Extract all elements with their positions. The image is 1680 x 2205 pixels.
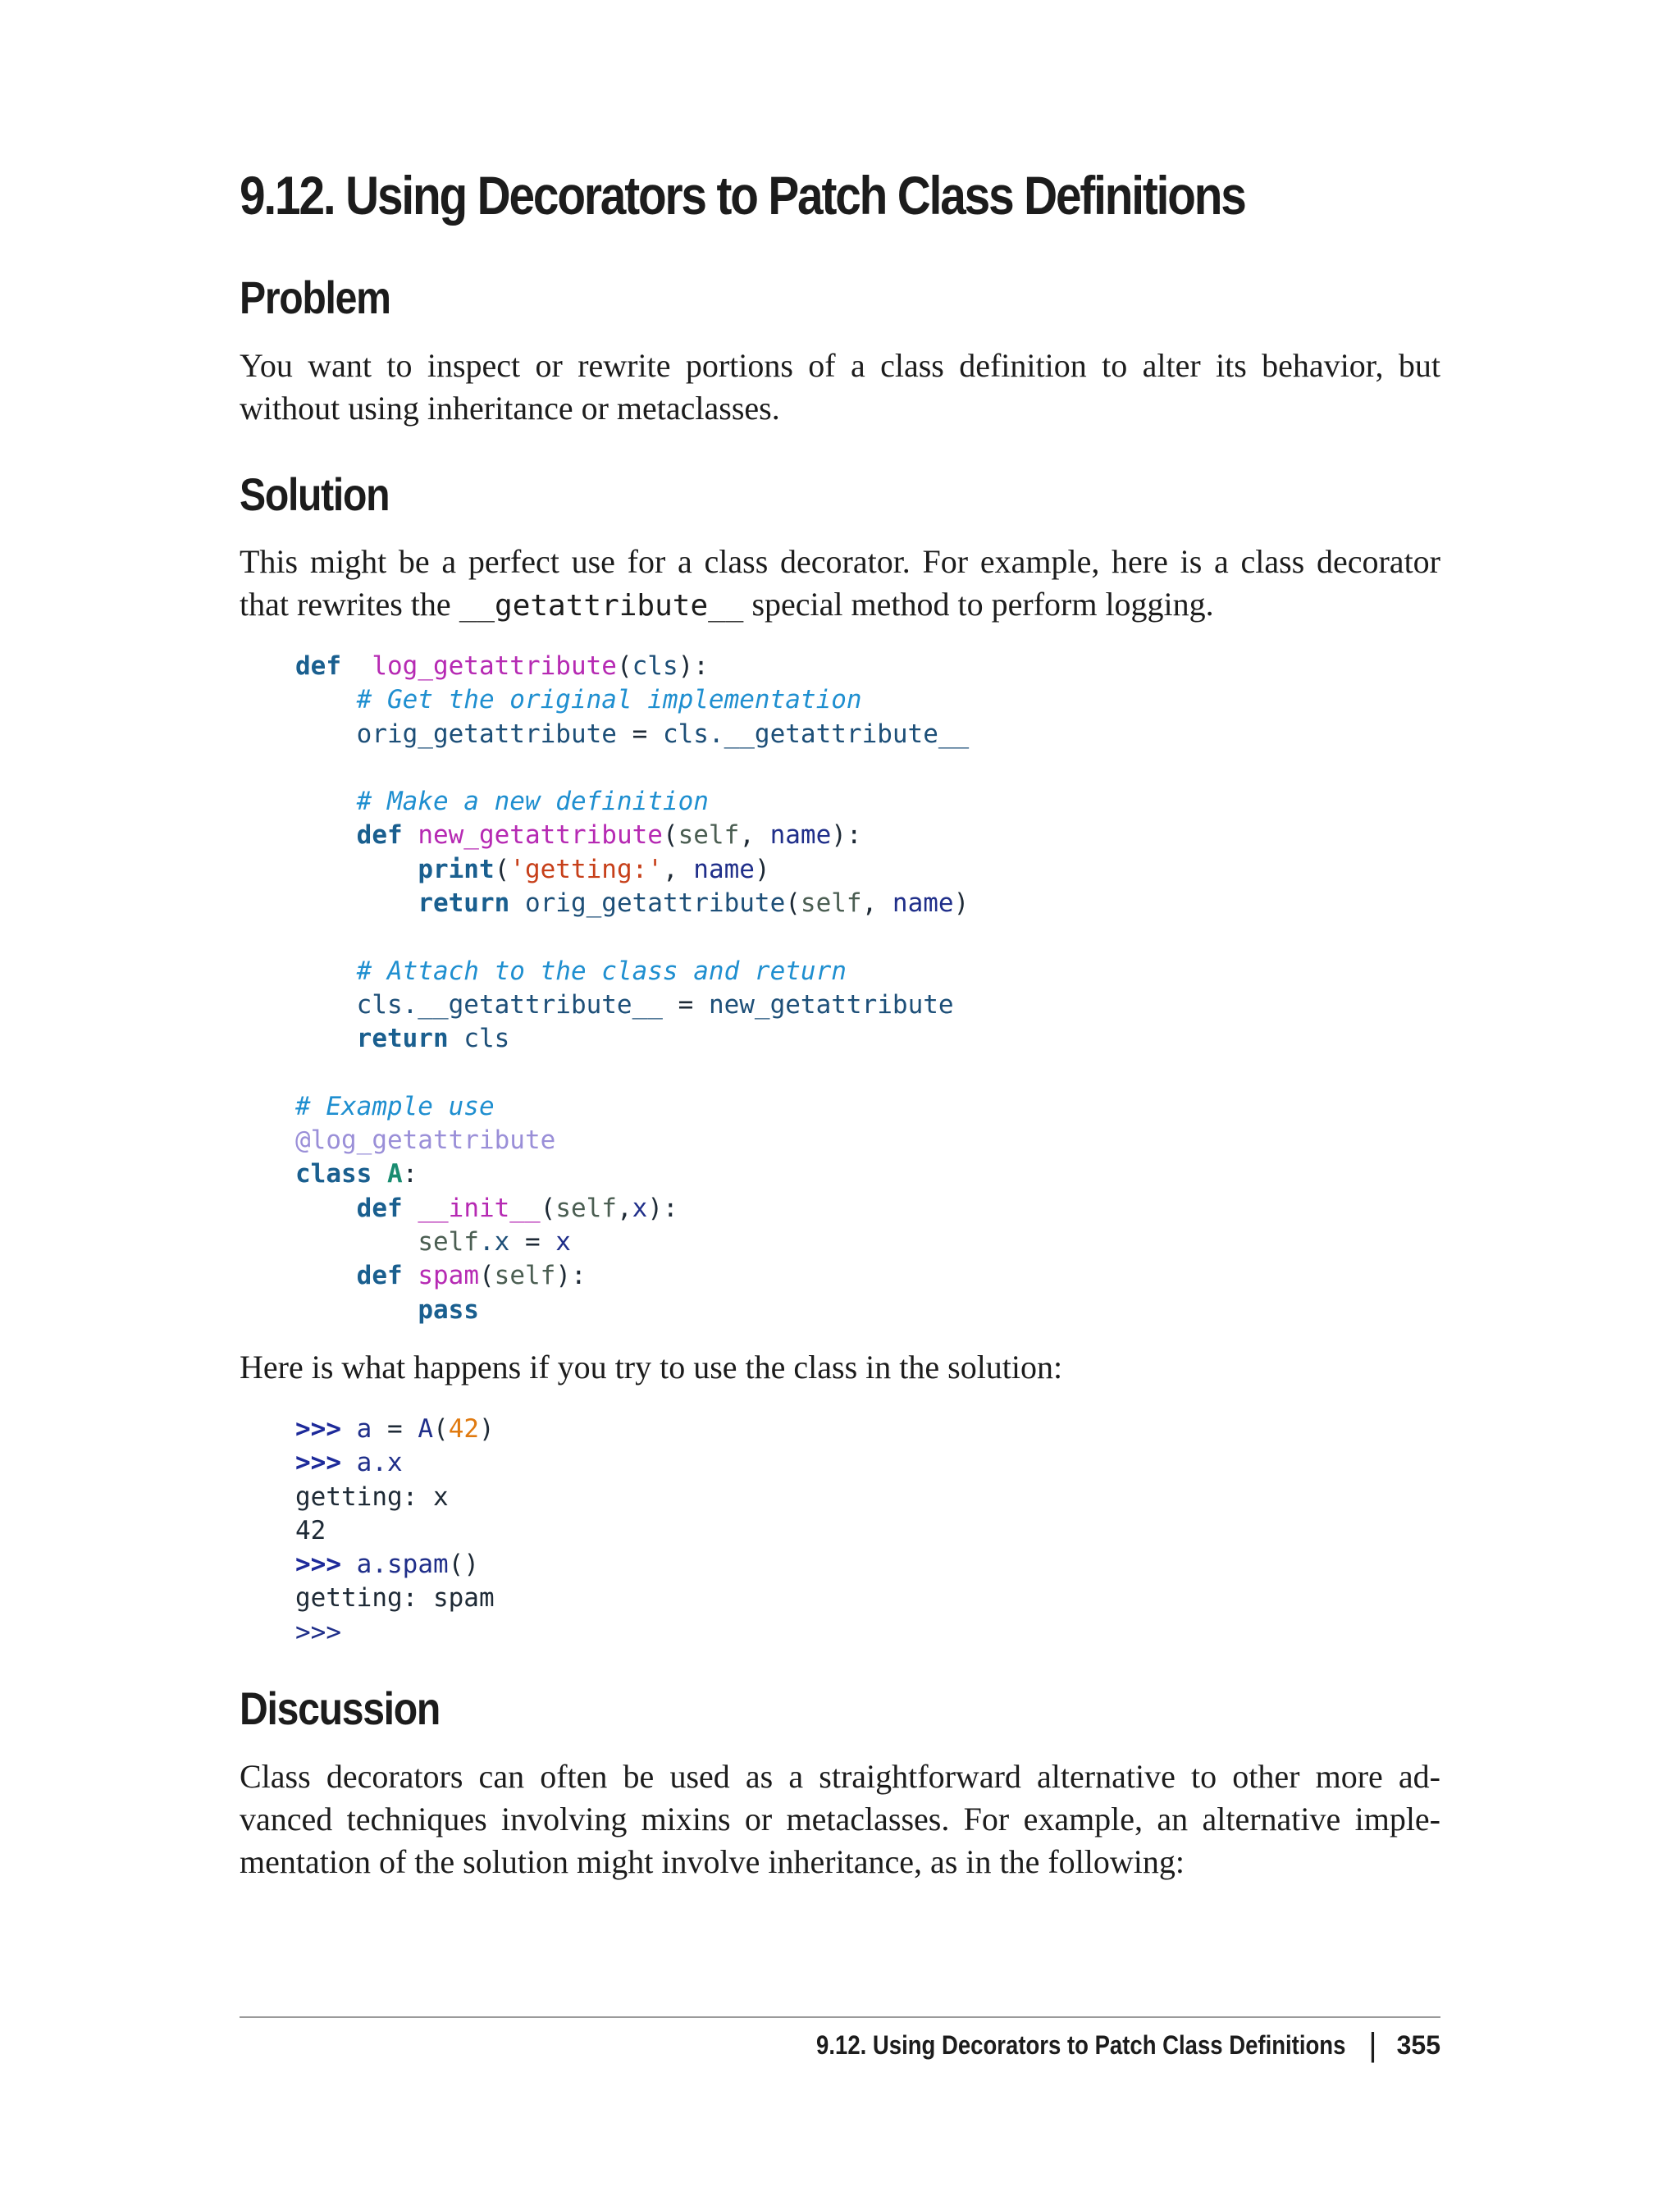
code-token: # Attach to the class and return (356, 956, 847, 986)
code-token: () (448, 1550, 479, 1580)
code-token: self (678, 820, 740, 851)
problem-line: without using inheritance or metaclasses. (240, 390, 780, 427)
solution-line: This might be a perfect use for a class decorator. For example, here is a class decorator (240, 543, 1440, 580)
code-token (341, 651, 372, 681)
code-line (295, 988, 969, 1022)
code-token: ) (479, 1414, 495, 1444)
code-token: @log_getattribute (295, 1125, 556, 1156)
solution-paragraph (240, 541, 1440, 628)
code-token (295, 956, 357, 986)
code-token (449, 1024, 464, 1053)
code-token (341, 1550, 357, 1579)
code-token: 'getting:' (509, 854, 663, 884)
code-token: getting: x (295, 1481, 449, 1512)
code-token: self (800, 888, 862, 919)
code-token: x (632, 1193, 648, 1223)
code-token (403, 1261, 418, 1290)
code-token: , (616, 1193, 632, 1223)
code-line (295, 1548, 495, 1582)
discussion-line: Class decorators can often be used as a straightforward alternative to other more ad- (240, 1758, 1440, 1795)
footer-rule (240, 2016, 1440, 2018)
code-token: ( (494, 854, 510, 884)
code-line (295, 1481, 495, 1514)
code-token: # Get the original implementation (356, 685, 862, 715)
code-token: def (295, 651, 341, 681)
code-token: a.spam (356, 1550, 449, 1580)
code-line (295, 1157, 969, 1191)
code-token (295, 719, 357, 749)
code-token: : (402, 1159, 418, 1189)
code-token: , (739, 820, 770, 851)
discussion-paragraph (240, 1755, 1440, 1883)
code-token: 42 (295, 1515, 326, 1545)
code-token: # Make a new definition (356, 787, 709, 817)
code-line (295, 1057, 969, 1090)
code-line (295, 887, 969, 920)
code-line (295, 1259, 969, 1293)
code-token: cls (632, 651, 678, 681)
code-token: return (356, 1024, 449, 1054)
code-line (295, 785, 969, 819)
problem-paragraph (240, 345, 1440, 430)
code-token: self (555, 1193, 617, 1223)
footer-section-title: 9.12. Using Decorators to Patch Class Definitions (815, 2029, 1346, 2060)
code-token (295, 1024, 357, 1053)
code-line (295, 1582, 495, 1615)
code-token: = (372, 1414, 418, 1444)
code-token: new_getattribute (402, 820, 663, 851)
code-token: name (892, 888, 954, 919)
code-line (295, 1192, 969, 1226)
code-token: log_getattribute (372, 651, 617, 681)
code-token: def (356, 1261, 403, 1291)
code-token: >>> (295, 1617, 341, 1647)
code-token: __init__ (418, 1193, 541, 1223)
code-line (295, 1413, 495, 1446)
code-token: A (418, 1414, 434, 1444)
code-token: = (662, 989, 709, 1020)
discussion-line: vanced techniques involving mixins or metaclasses. For example, an alternative imple- (240, 1801, 1440, 1838)
code-token: , (861, 888, 892, 919)
code-line (295, 1446, 495, 1480)
code-token: ): (647, 1193, 678, 1223)
code-token: ) (953, 888, 970, 919)
code-token: = (509, 1227, 556, 1258)
code-line (295, 650, 969, 683)
code-token (372, 1159, 387, 1189)
code-token: getting: spam (295, 1583, 495, 1614)
code-token (295, 820, 357, 850)
code-token: self (418, 1227, 479, 1258)
code-token (295, 1295, 418, 1325)
after-code-paragraph (240, 1346, 1440, 1389)
code-token (341, 1448, 357, 1477)
solution-text: that rewrites the (240, 586, 451, 623)
discussion-line: mentation of the solution might involve inheritance, as in the following: (240, 1843, 1185, 1880)
code-token: ): (555, 1261, 587, 1291)
code-token: return (418, 888, 510, 919)
code-line (295, 1090, 969, 1124)
solution-text: special method to perform logging. (751, 586, 1214, 623)
problem-heading: Problem (240, 272, 390, 323)
code-token: # Example use (295, 1091, 495, 1121)
code-token: .x (478, 1227, 510, 1258)
code-token (295, 1194, 357, 1223)
code-line (295, 853, 969, 887)
code-token: cls (463, 1024, 510, 1054)
code-token: 42 (448, 1414, 480, 1444)
code-token: ( (433, 1414, 449, 1444)
code-token (295, 1227, 418, 1257)
code-token: >>> (295, 1414, 341, 1444)
code-token: pass (418, 1294, 479, 1325)
code-token: ( (478, 1261, 495, 1291)
code-token: >>> (295, 1448, 341, 1478)
code-token (295, 685, 357, 714)
code-token: self (494, 1261, 556, 1291)
code-token: ( (540, 1193, 556, 1223)
code-token: = (616, 719, 663, 749)
code-line (295, 1124, 969, 1157)
code-token (295, 1261, 357, 1290)
code-line (295, 718, 969, 751)
code-token: , (662, 854, 694, 884)
code-token: a (356, 1414, 372, 1444)
code-token: ): (831, 820, 862, 851)
code-line (295, 1022, 969, 1056)
code-token: a.x (356, 1448, 403, 1478)
code-line (295, 1616, 495, 1650)
code-token: ( (616, 651, 632, 681)
code-token: cls.__getattribute__ (662, 719, 970, 749)
code-token: >>> (295, 1550, 341, 1580)
code-line (295, 683, 969, 717)
code-token (295, 855, 418, 884)
code-token (509, 888, 525, 918)
code-token (341, 1414, 357, 1444)
solution-heading: Solution (240, 468, 390, 520)
page-number: 355 (1396, 2029, 1440, 2060)
code-token: ( (785, 888, 801, 919)
code-line (295, 751, 969, 785)
code-line (295, 819, 969, 852)
code-block-interactive (295, 1413, 495, 1650)
code-token (403, 1194, 418, 1223)
code-token: ( (662, 820, 678, 851)
code-token: print (418, 854, 495, 884)
code-line (295, 920, 969, 954)
code-token: ) (754, 854, 770, 884)
footer-separator: | (1368, 2026, 1377, 2063)
code-line (295, 1294, 969, 1327)
code-line (295, 955, 969, 988)
code-token: name (769, 820, 832, 851)
page-footer (730, 2025, 1440, 2066)
after-code-line: Here is what happens if you try to use the class in the solution: (240, 1349, 1063, 1386)
inline-code: __getattribute__ (459, 589, 744, 623)
code-line (295, 1226, 969, 1259)
code-token: new_getattribute (708, 989, 954, 1020)
code-token (295, 787, 357, 816)
code-token (295, 990, 357, 1020)
code-token: orig_getattribute (524, 888, 786, 919)
code-token: name (693, 854, 755, 884)
code-token: A (387, 1159, 403, 1189)
code-block-decorator (295, 650, 969, 1327)
discussion-heading: Discussion (240, 1682, 441, 1734)
code-token: def (356, 820, 403, 851)
code-token (295, 888, 418, 918)
code-line (295, 1514, 495, 1548)
code-token: cls.__getattribute__ (356, 989, 663, 1020)
code-token: def (356, 1193, 403, 1223)
code-token: orig_getattribute (356, 719, 617, 749)
code-token: spam (418, 1261, 479, 1291)
code-token: class (295, 1159, 372, 1189)
solution-line (240, 583, 1440, 628)
problem-line: You want to inspect or rewrite portions of a class definition to alter its behavior, but (240, 347, 1440, 384)
code-token: x (555, 1227, 571, 1258)
code-token: ): (678, 651, 709, 681)
section-title: 9.12. Using Decorators to Patch Class Definitions (240, 165, 1245, 226)
